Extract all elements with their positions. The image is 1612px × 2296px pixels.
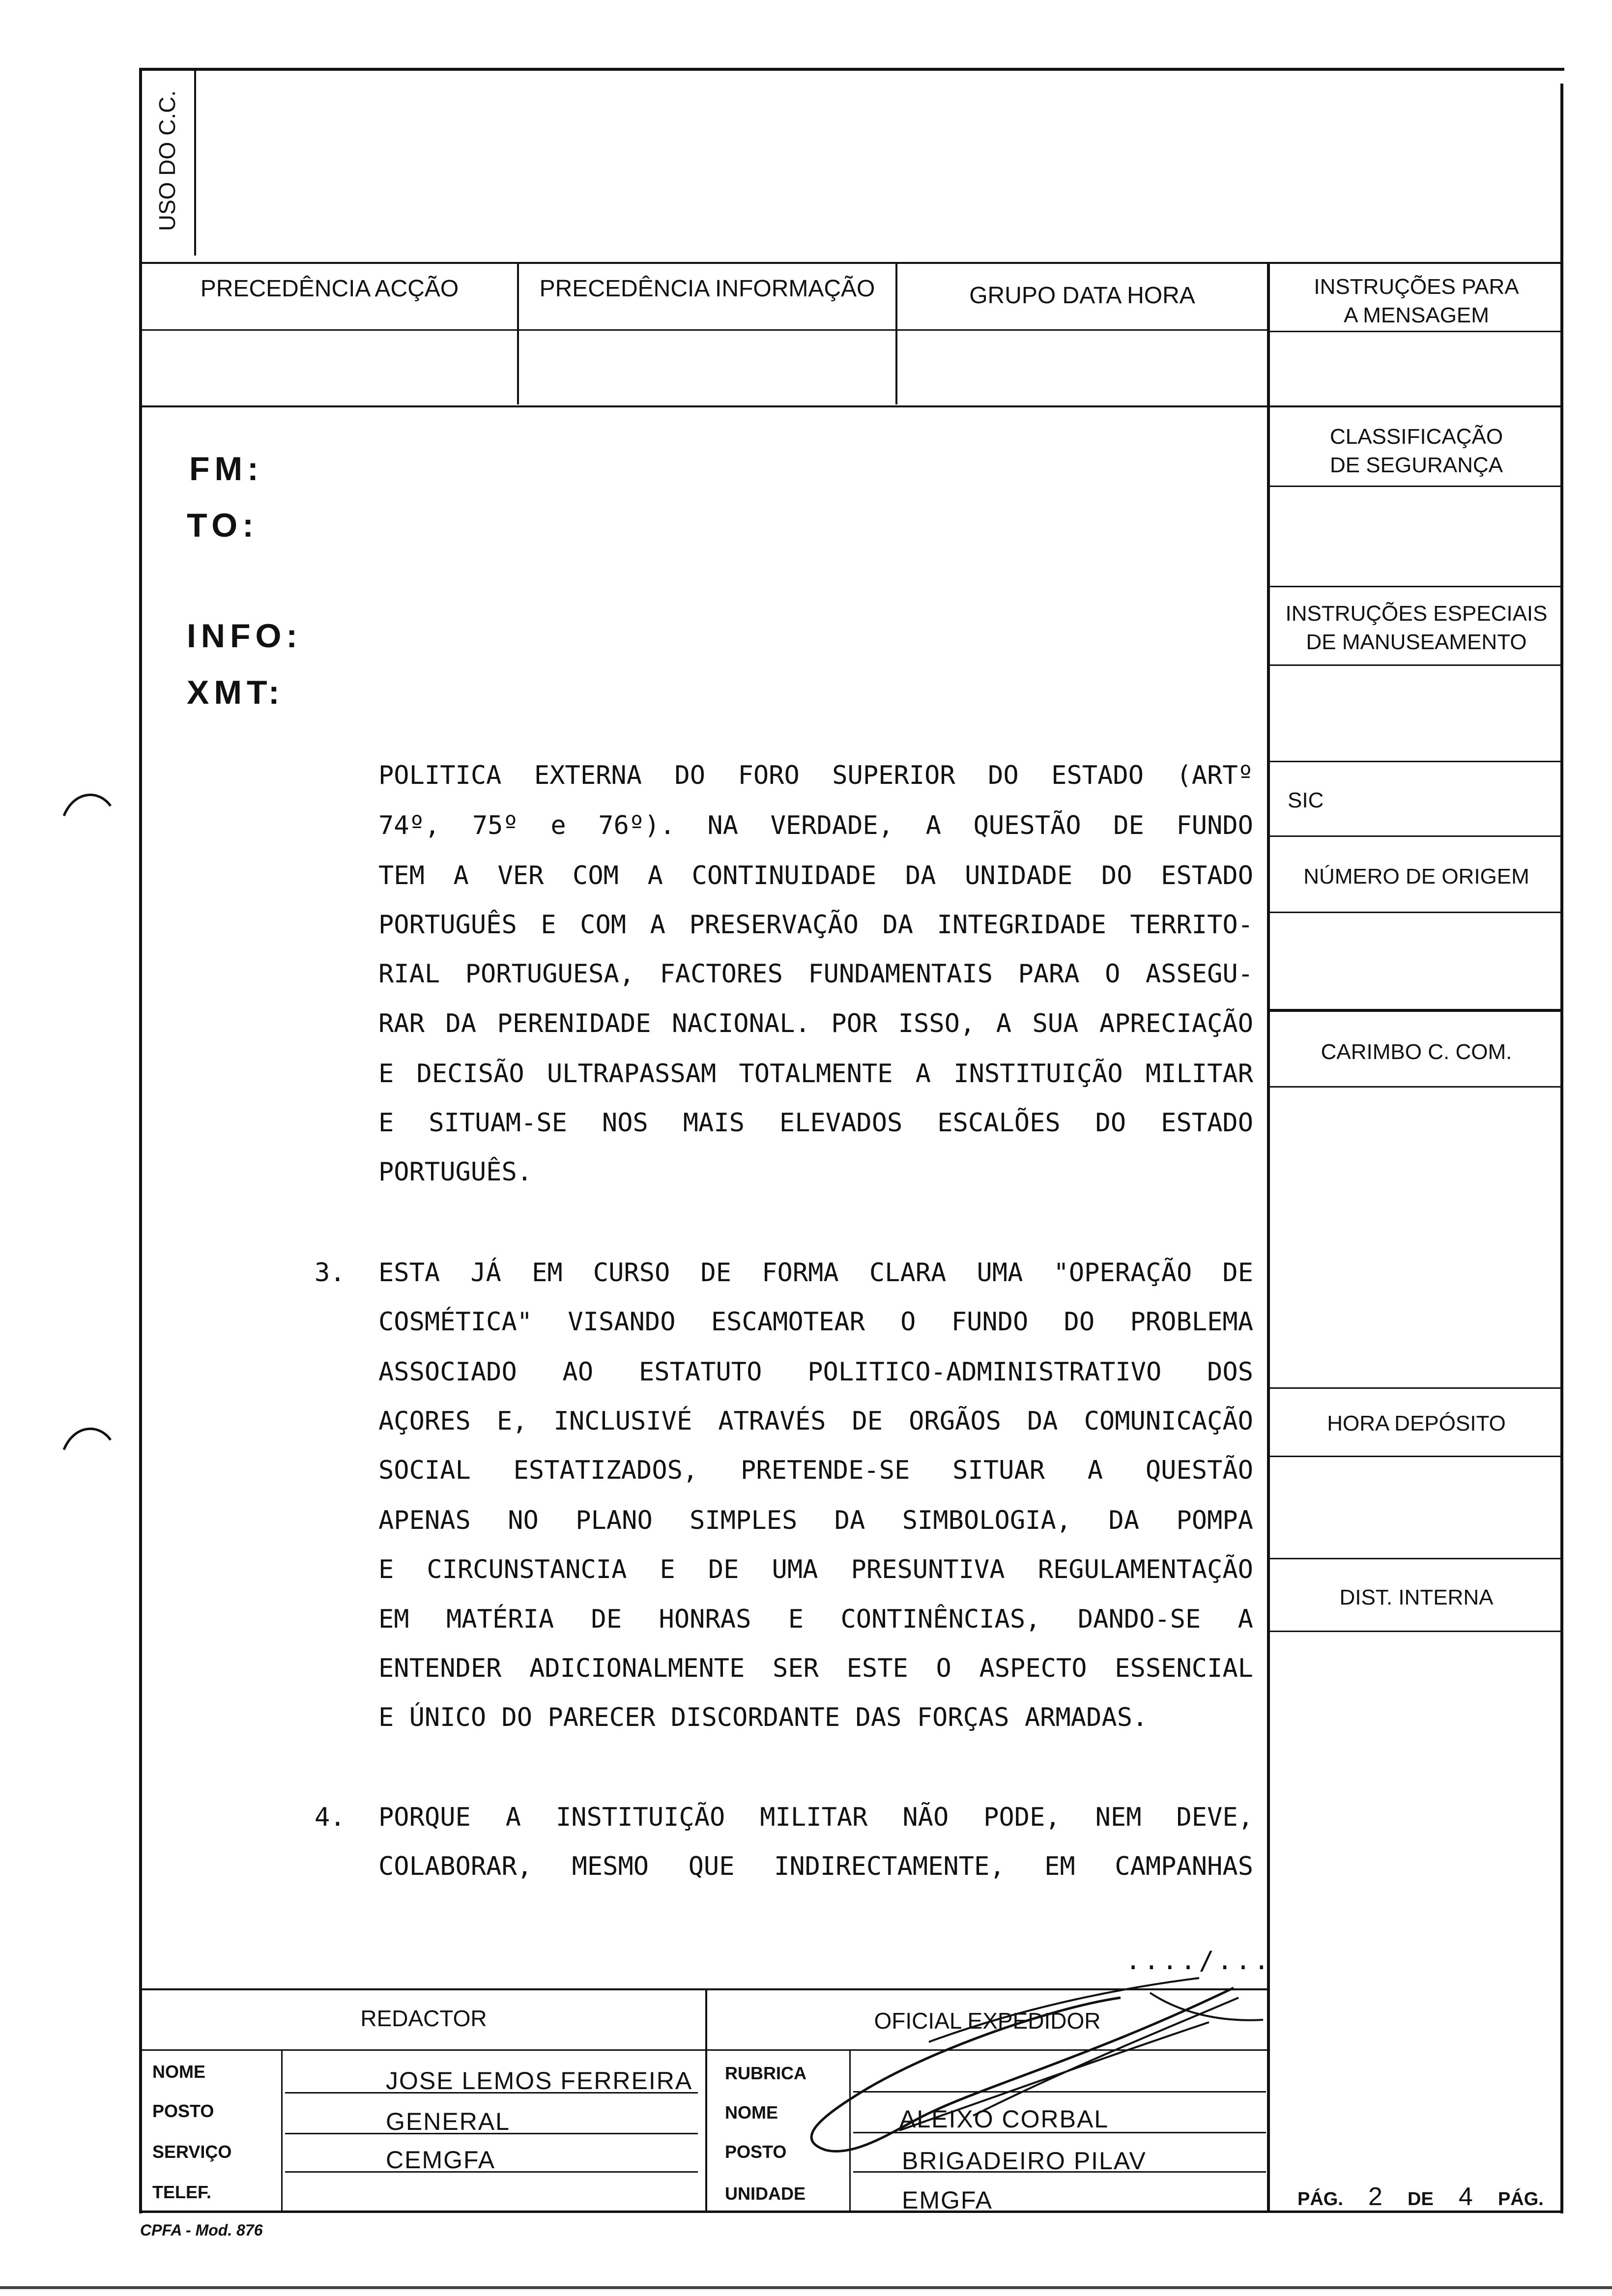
instrucoes-mensagem-line2: A MENSAGEM — [1344, 303, 1489, 327]
uso-label — [147, 88, 187, 246]
to-label: TO: — [187, 507, 259, 544]
redactor-nome-value: JOSE LEMOS FERREIRA — [386, 2067, 693, 2095]
instrucoes-mensagem-header — [1270, 273, 1563, 330]
page-number — [1297, 2182, 1544, 2213]
instrucoes-especiais-label — [1270, 600, 1563, 657]
uso-text: USO DO C.C. — [154, 90, 180, 231]
intro-line: TEM A VER COM A CONTINUIDADE DA UNIDADE DO ESTADO — [378, 861, 1253, 890]
instrucoes-especiais-line2: DE MANUSEAMENTO — [1306, 630, 1527, 654]
punch-hole-mark — [59, 1420, 113, 1455]
posto-label-2: POSTO — [725, 2142, 787, 2162]
form-code: CPFA - Mod. 876 — [140, 2221, 263, 2239]
precedencia-informacao-header: PRECEDÊNCIA INFORMAÇÃO — [539, 276, 875, 302]
para3-line: E ÚNICO DO PARECER DISCORDANTE DAS FORÇAS ARMADAS. — [378, 1703, 1148, 1732]
pag-num: 2 — [1348, 2182, 1402, 2213]
grupo-data-hora-header: GRUPO DATA HORA — [969, 283, 1195, 309]
signature-scribble — [777, 1968, 1268, 2165]
para3-line: SOCIAL ESTATIZADOS, PRETENDE-SE SITUAR A QUESTÃO — [378, 1456, 1253, 1485]
info-label: INFO: — [187, 617, 303, 655]
intro-line: RAR DA PERENIDADE NACIONAL. POR ISSO, A SUA APRECIAÇÃO — [378, 1009, 1253, 1038]
para3-line: ENTENDER ADICIONALMENTE SER ESTE O ASPECTO ESSENCIAL — [378, 1654, 1253, 1683]
intro-line: PORTUGUÊS. — [378, 1157, 533, 1187]
servico-label: SERVIÇO — [152, 2142, 232, 2162]
classificacao-line2: DE SEGURANÇA — [1329, 453, 1503, 477]
para3-line: ESTA JÁ EM CURSO DE FORMA CLARA UMA "OPERAÇÃO DE — [378, 1258, 1253, 1288]
oficial-expedidor-header: OFICIAL EXPEDIDOR — [874, 2008, 1101, 2034]
para3-line: ASSOCIADO AO ESTATUTO POLITICO-ADMINISTRATIVO DOS — [378, 1357, 1253, 1387]
punch-hole-mark — [59, 786, 113, 821]
hora-deposito-label: HORA DEPÓSITO — [1327, 1411, 1506, 1435]
para4-line: PORQUE A INSTITUIÇÃO MILITAR NÃO PODE, NEM DEVE, — [378, 1803, 1253, 1832]
para3-line: APENAS NO PLANO SIMPLES DA SIMBOLOGIA, DA POMPA — [378, 1506, 1253, 1535]
redactor-servico-value: CEMGFA — [386, 2146, 496, 2174]
para4-line: COLABORAR, MESMO QUE INDIRECTAMENTE, EM CAMPANHAS — [378, 1852, 1253, 1881]
pag-label-end: PÁG. — [1497, 2189, 1544, 2210]
instrucoes-especiais-line1: INSTRUÇÕES ESPECIAIS — [1285, 602, 1548, 626]
nome-label: NOME — [152, 2062, 205, 2082]
redactor-header: REDACTOR — [360, 2006, 487, 2031]
rubrica-label: RUBRICA — [725, 2063, 806, 2083]
telef-label: TELEF. — [152, 2182, 212, 2202]
paragraph-3-number: 3. — [315, 1258, 345, 1288]
para3-line: COSMÉTICA" VISANDO ESCAMOTEAR O FUNDO DO PROBLEMA — [378, 1307, 1253, 1337]
pag-label: PÁG. — [1297, 2189, 1343, 2210]
paragraph-4-number: 4. — [315, 1803, 345, 1832]
sic-label: SIC — [1288, 788, 1324, 812]
pag-total: 4 — [1439, 2182, 1493, 2213]
de-label: DE — [1408, 2189, 1434, 2210]
expedidor-unidade-value: EMGFA — [902, 2186, 993, 2214]
numero-origem-label: NÚMERO DE ORIGEM — [1303, 864, 1529, 889]
intro-line: PORTUGUÊS E COM A PRESERVAÇÃO DA INTEGRIDADE TERRITO- — [378, 910, 1253, 940]
continuation-mark: ..../... — [1125, 1946, 1272, 1976]
expedidor-posto-value: BRIGADEIRO PILAV — [902, 2147, 1147, 2175]
carimbo-label: CARIMBO C. COM. — [1321, 1040, 1512, 1064]
instrucoes-mensagem-line1: INSTRUÇÕES PARA — [1314, 275, 1519, 299]
precedencia-accao-header: PRECEDÊNCIA ACÇÃO — [200, 276, 459, 302]
classificacao-line1: CLASSIFICAÇÃO — [1329, 425, 1503, 449]
para3-line: AÇORES E, INCLUSIVÉ ATRAVÉS DE ORGÃOS DA COMUNICAÇÃO — [378, 1406, 1253, 1436]
para3-line: E CIRCUNSTANCIA E DE UMA PRESUNTIVA REGULAMENTAÇÃO — [378, 1555, 1253, 1584]
intro-line: RIAL PORTUGUESA, FACTORES FUNDAMENTAIS PARA O ASSEGU- — [378, 959, 1253, 989]
intro-line: POLITICA EXTERNA DO FORO SUPERIOR DO ESTADO (ARTº — [378, 761, 1253, 790]
unidade-label: UNIDADE — [725, 2183, 806, 2204]
para3-line: EM MATÉRIA DE HONRAS E CONTINÊNCIAS, DANDO-SE A — [378, 1605, 1253, 1634]
posto-label: POSTO — [152, 2101, 214, 2121]
classificacao-label — [1270, 423, 1563, 480]
intro-line: 74º, 75º e 76º). NA VERDADE, A QUESTÃO DE FUNDO — [378, 811, 1253, 840]
intro-line: E SITUAM-SE NOS MAIS ELEVADOS ESCALÕES DO ESTADO — [378, 1108, 1253, 1138]
expedidor-nome-value: ALEIXO CORBAL — [899, 2105, 1109, 2133]
nome-label-2: NOME — [725, 2102, 778, 2123]
dist-interna-label: DIST. INTERNA — [1339, 1585, 1494, 1609]
xmt-label: XMT: — [187, 674, 285, 711]
redactor-posto-value: GENERAL — [386, 2108, 510, 2135]
fm-label: FM: — [189, 450, 263, 488]
scan-edge — [0, 2286, 1612, 2289]
intro-line: E DECISÃO ULTRAPASSAM TOTALMENTE A INSTITUIÇÃO MILITAR — [378, 1059, 1253, 1089]
